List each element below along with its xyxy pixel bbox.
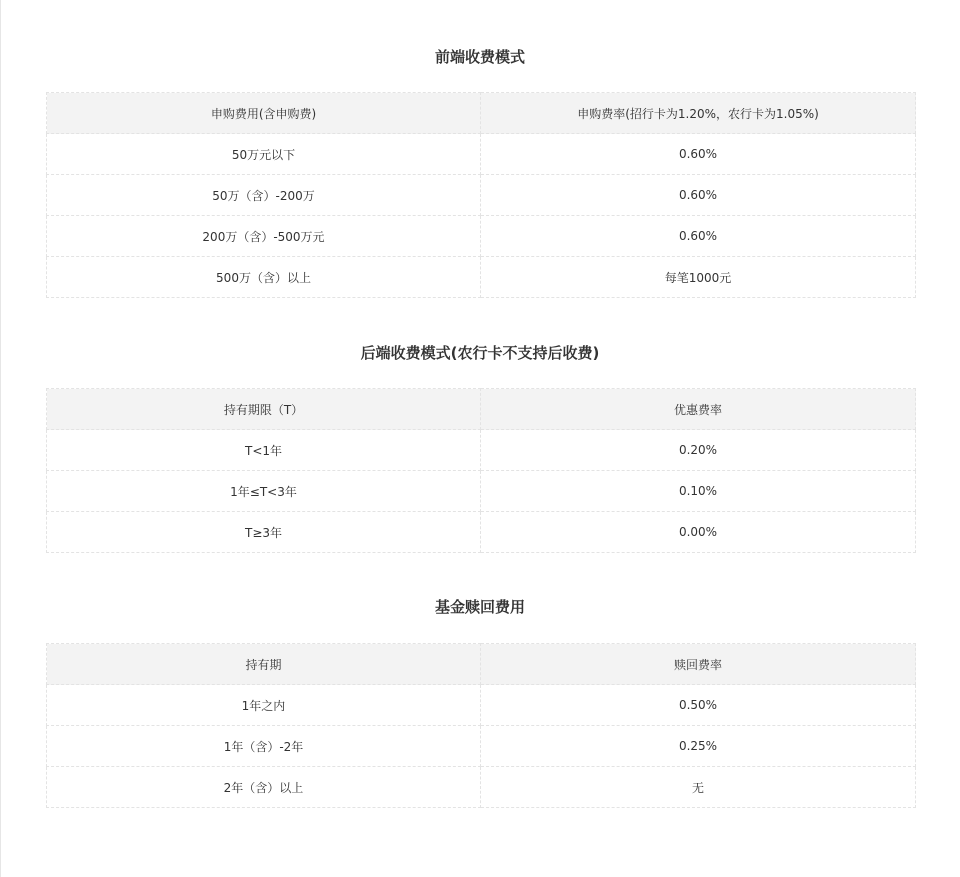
rate-cell: 0.20% bbox=[481, 430, 916, 471]
rate-cell: 0.10% bbox=[481, 471, 916, 512]
amount-cell: 500万（含）以上 bbox=[47, 257, 481, 298]
redemption-fee-title: 基金赎回费用 bbox=[434, 598, 525, 616]
table-row bbox=[47, 216, 916, 257]
period-cell: 1年≤T<3年 bbox=[47, 471, 481, 512]
rate-cell: 0.60% bbox=[481, 175, 916, 216]
table-row bbox=[47, 726, 916, 767]
table-header-row bbox=[47, 389, 916, 430]
period-cell: 1年（含）-2年 bbox=[47, 726, 481, 767]
redemption-fee-table bbox=[46, 643, 916, 808]
back-end-fee-table bbox=[46, 388, 916, 553]
table-row bbox=[47, 257, 916, 298]
table-header-row bbox=[47, 93, 916, 134]
table-row bbox=[47, 471, 916, 512]
column-header-holding-period: 持有期 bbox=[47, 644, 481, 685]
rate-cell: 无 bbox=[481, 767, 916, 808]
rate-cell: 0.50% bbox=[481, 685, 916, 726]
amount-cell: 200万（含）-500万元 bbox=[47, 216, 481, 257]
table-header-row bbox=[47, 644, 916, 685]
table-row bbox=[47, 767, 916, 808]
column-header-redemption-rate: 赎回费率 bbox=[481, 644, 916, 685]
column-header-purchase-amount: 申购费用(含申购费) bbox=[47, 93, 481, 134]
rate-cell: 0.60% bbox=[481, 216, 916, 257]
column-header-discount-rate: 优惠费率 bbox=[481, 389, 916, 430]
left-border bbox=[0, 0, 1, 877]
column-header-purchase-rate: 申购费率(招行卡为1.20%，农行卡为1.05%) bbox=[481, 93, 916, 134]
rate-cell: 0.60% bbox=[481, 134, 916, 175]
front-end-fee-table bbox=[46, 92, 916, 298]
amount-cell: 50万元以下 bbox=[47, 134, 481, 175]
column-header-holding-period: 持有期限（T） bbox=[47, 389, 481, 430]
period-cell: 2年（含）以上 bbox=[47, 767, 481, 808]
period-cell: T<1年 bbox=[47, 430, 481, 471]
table-row bbox=[47, 512, 916, 553]
table-row bbox=[47, 685, 916, 726]
rate-cell: 每笔1000元 bbox=[481, 257, 916, 298]
table-row bbox=[47, 175, 916, 216]
table-row bbox=[47, 134, 916, 175]
period-cell: 1年之内 bbox=[47, 685, 481, 726]
back-end-fee-title: 后端收费模式(农行卡不支持后收费) bbox=[360, 344, 600, 362]
period-cell: T≥3年 bbox=[47, 512, 481, 553]
rate-cell: 0.25% bbox=[481, 726, 916, 767]
rate-cell: 0.00% bbox=[481, 512, 916, 553]
front-end-fee-title: 前端收费模式 bbox=[434, 48, 525, 66]
table-row bbox=[47, 430, 916, 471]
amount-cell: 50万（含）-200万 bbox=[47, 175, 481, 216]
